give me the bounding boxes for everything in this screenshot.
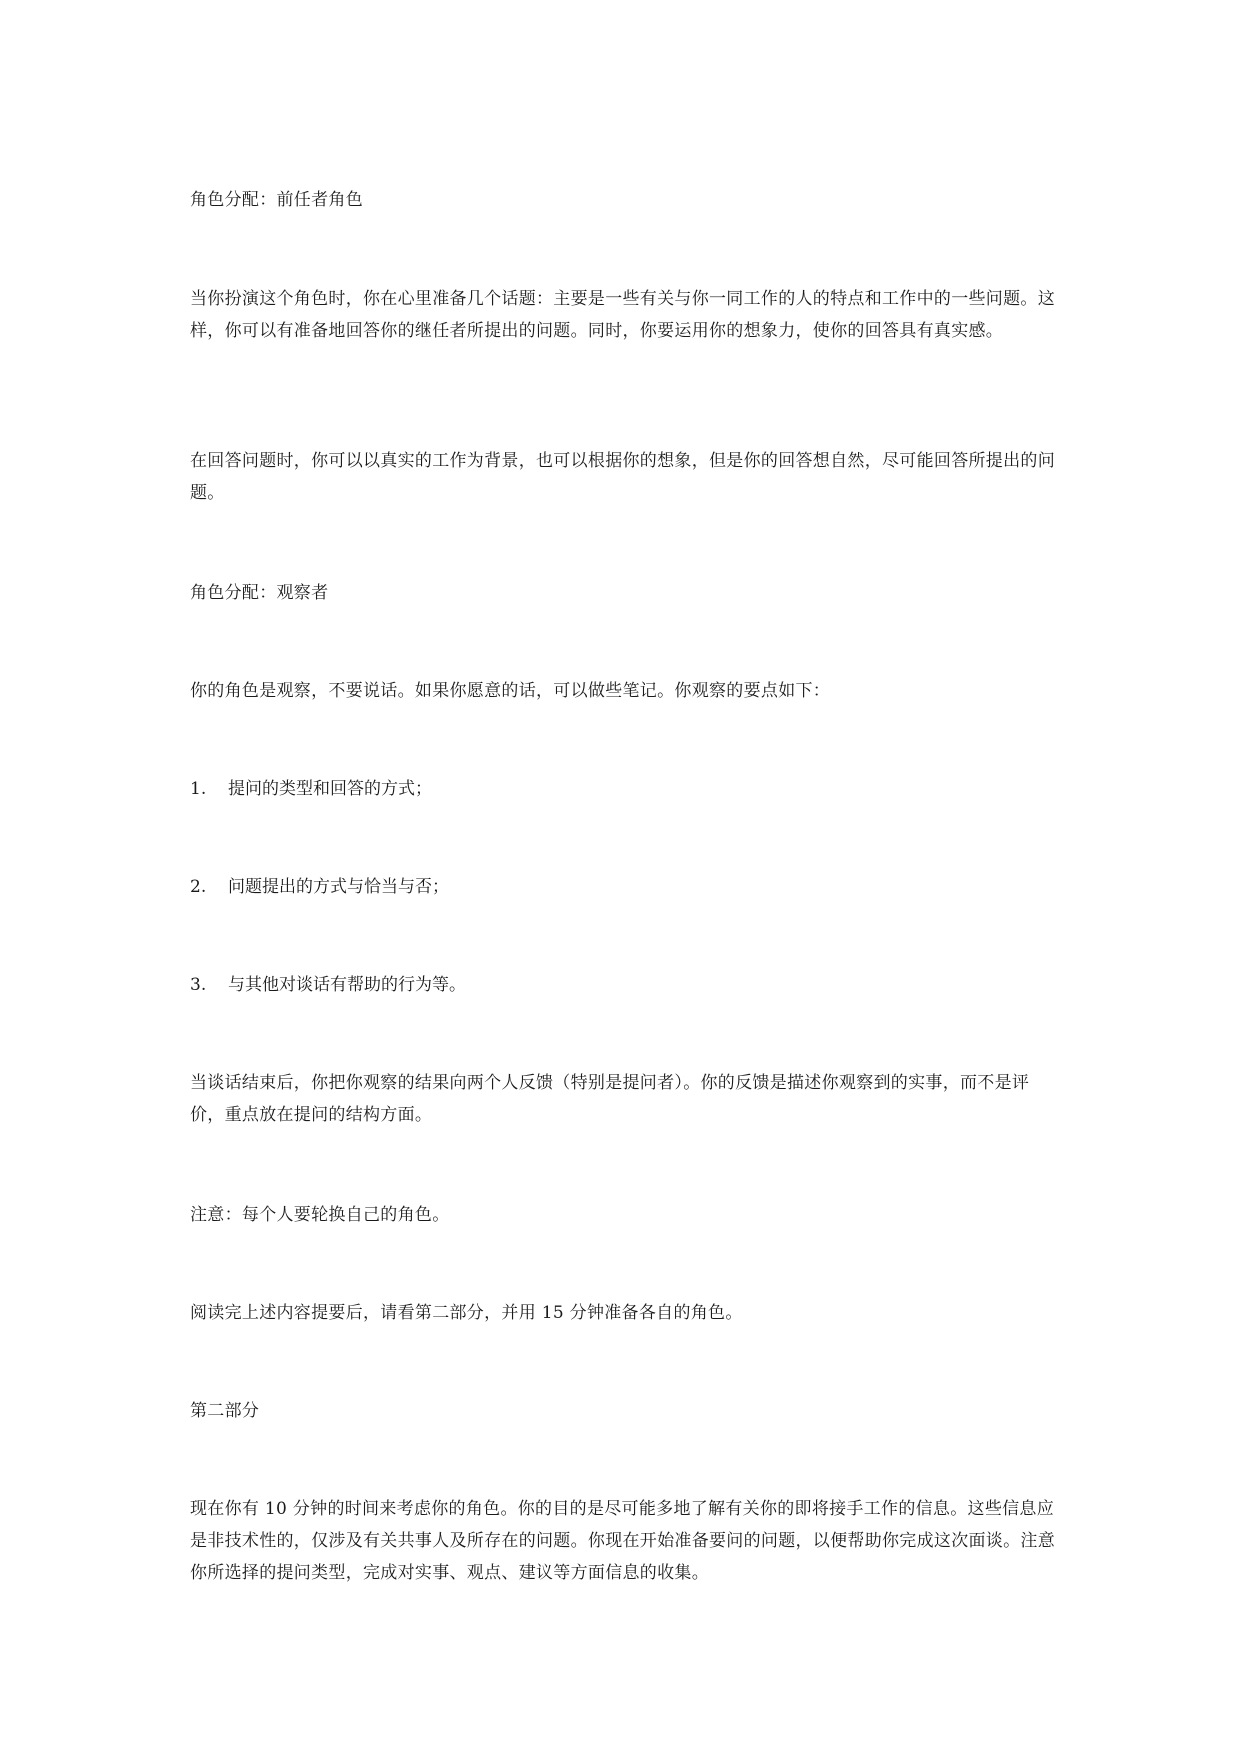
list-item-number: 1. bbox=[190, 779, 207, 799]
list-item-number: 2. bbox=[190, 877, 207, 897]
role-rotation-note: 注意：每个人要轮换自己的角色。 bbox=[190, 1205, 450, 1225]
observer-role-description: 你的角色是观察，不要说话。如果你愿意的话，可以做些笔记。你观察的要点如下： bbox=[190, 681, 831, 701]
heading-observer-role: 角色分配：观察者 bbox=[190, 583, 329, 603]
list-item-text: 与其他对谈话有帮助的行为等。 bbox=[228, 975, 466, 995]
list-item bbox=[190, 773, 1060, 805]
preparation-instruction: 阅读完上述内容提要后，请看第二部分，并用 15 分钟准备各自的角色。 bbox=[190, 1303, 743, 1323]
list-item-text: 问题提出的方式与恰当与否； bbox=[228, 877, 449, 897]
list-item-number: 3. bbox=[190, 975, 207, 995]
part-two-description: 现在你有 10 分钟的时间来考虑你的角色。你的目的是尽可能多地了解有关你的即将接手工作的信息。这些信息应是非技术性的，仅涉及有关共事人及所存在的问题。你现在开始准备要问的问题，以便帮助你完成这次面谈。注意你所选择的提问类型，完成对实事、观点、建议等方面信息的收集。 bbox=[190, 1499, 1055, 1583]
heading-predecessor-role: 角色分配：前任者角色 bbox=[190, 190, 363, 210]
list-item bbox=[190, 969, 1060, 1001]
list-item bbox=[190, 871, 1060, 903]
answering-guidance: 在回答问题时，你可以以真实的工作为背景，也可以根据你的想象，但是你的回答想自然，尽可能回答所提出的问题。 bbox=[190, 451, 1055, 503]
heading-part-two: 第二部分 bbox=[190, 1401, 260, 1421]
predecessor-role-description: 当你扮演这个角色时，你在心里准备几个话题：主要是一些有关与你一同工作的人的特点和工作中的一些问题。这样，你可以有准备地回答你的继任者所提出的问题。同时，你要运用你的想象力，使你的回答具有真实感。 bbox=[190, 289, 1055, 341]
list-item-text: 提问的类型和回答的方式； bbox=[228, 779, 432, 799]
feedback-description: 当谈话结束后，你把你观察的结果向两个人反馈（特别是提问者）。你的反馈是描述你观察到的实事，而不是评价，重点放在提问的结构方面。 bbox=[190, 1073, 1030, 1125]
